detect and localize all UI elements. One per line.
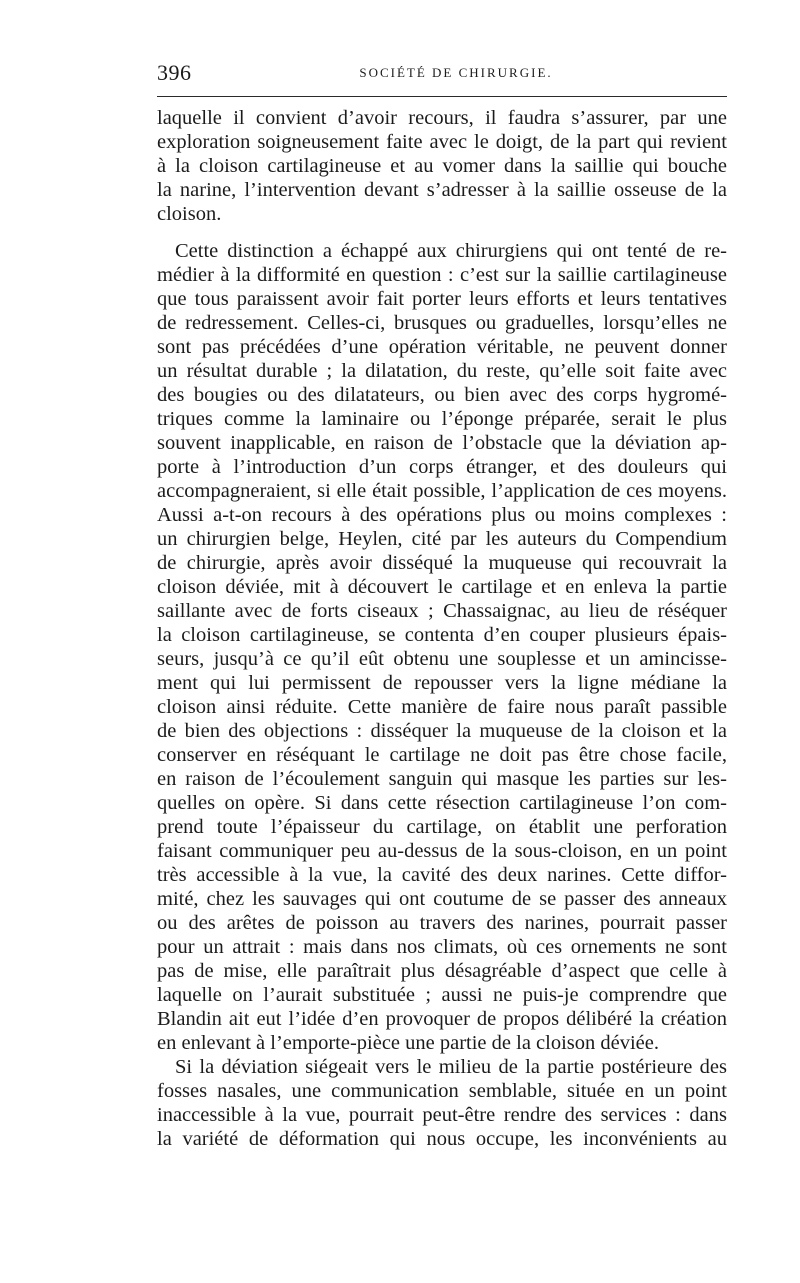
text-line: ment qui lui permissent de repousser vers la ligne médiane la (157, 671, 727, 694)
text-line: faisant communiquer peu au-dessus de la sous-cloison, en un point (157, 839, 727, 862)
text-line: à la cloison cartilagineuse et au vomer dans la saillie qui bouche (157, 155, 727, 177)
text-line: cloison. (157, 203, 222, 225)
body-text (157, 106, 727, 1151)
text-line: en enlevant à l’emporte-pièce une partie de la cloison déviée. (157, 1031, 660, 1054)
text-line: saillante avec de forts ciseaux ; Chassaignac, au lieu de réséquer (157, 599, 727, 622)
text-line: seurs, jusqu’à ce qu’il eût obtenu une souplesse et un amincisse- (157, 647, 727, 670)
text-line: Aussi a-t-on recours à des opérations plus ou moins complexes : (157, 503, 727, 526)
text-line: cloison déviée, mit à découvert le cartilage et en enleva la partie (157, 575, 727, 598)
text-line: que tous paraissent avoir fait porter leurs efforts et leurs tentatives (157, 287, 727, 310)
paragraph-3 (157, 1055, 727, 1151)
text-line: laquelle il convient d’avoir recours, il faudra s’assurer, par une (157, 107, 727, 129)
text-line: de bien des objections : disséquer la muqueuse de la cloison et la (157, 719, 727, 742)
text-line: accompagneraient, si elle était possible, l’application de ces moyens. (157, 479, 727, 502)
text-line: des bougies ou des dilatateurs, ou bien avec des corps hygromé- (157, 383, 727, 406)
text-line: inaccessible à la vue, pourrait peut-être rendre des services : dans (157, 1103, 727, 1126)
text-line: conserver en réséquant le cartilage ne doit pas être chose facile, (157, 743, 727, 766)
page-number: 396 (157, 60, 192, 85)
text-line: pas de mise, elle paraîtrait plus désagréable d’aspect que celle à (157, 959, 727, 982)
page-header (157, 52, 727, 86)
text-line: un chirurgien belge, Heylen, cité par les auteurs du Compendium (157, 527, 727, 550)
text-line: sont pas précédées d’une opération véritable, ne peuvent donner (157, 335, 727, 358)
text-line: triques comme la laminaire ou l’éponge préparée, serait le plus (157, 407, 727, 430)
paragraph-2 (157, 239, 727, 1055)
text-line: la variété de déformation qui nous occupe, les inconvénients au (157, 1127, 727, 1150)
text-line: souvent inapplicable, en raison de l’obstacle que la déviation ap- (157, 431, 727, 454)
text-line: Si la déviation siégeait vers le milieu de la partie postérieure des (175, 1055, 727, 1078)
text-line: pour un attrait : mais dans nos climats, où ces ornements ne sont (157, 935, 727, 958)
text-line: porte à l’introduction d’un corps étranger, et des douleurs qui (157, 455, 727, 478)
text-line: Blandin ait eut l’idée d’en provoquer de propos délibéré la création (157, 1007, 727, 1030)
text-line: médier à la difformité en question : c’est sur la saillie cartilagineuse (157, 263, 727, 286)
text-line: très accessible à la vue, la cavité des deux narines. Cette diffor- (157, 863, 727, 886)
paragraph-gap (157, 226, 727, 239)
paragraph-1 (157, 106, 727, 226)
text-line: un résultat durable ; la dilatation, du reste, qu’elle soit faite avec (157, 359, 727, 382)
text-line: en raison de l’écoulement sanguin qui masque les parties sur les- (157, 767, 727, 790)
text-line: de chirurgie, après avoir disséqué la muqueuse qui recouvrait la (157, 551, 727, 574)
text-line: cloison ainsi réduite. Cette manière de faire nous paraît passible (157, 695, 727, 718)
running-title: SOCIÉTÉ DE CHIRURGIE. (359, 65, 553, 80)
text-line: prend toute l’épaisseur du cartilage, on établit une perforation (157, 815, 727, 838)
text-line: Cette distinction a échappé aux chirurgiens qui ont tenté de re- (175, 239, 727, 262)
text-line: quelles on opère. Si dans cette résection cartilagineuse l’on com- (157, 791, 727, 814)
header-rule (157, 96, 727, 97)
text-line: laquelle on l’aurait substituée ; aussi ne puis-je comprendre que (157, 983, 727, 1006)
text-line: la cloison cartilagineuse, se contenta d’en couper plusieurs épais- (157, 623, 727, 646)
text-line: la narine, l’intervention devant s’adresser à la saillie osseuse de la (157, 179, 727, 201)
text-line: de redressement. Celles-ci, brusques ou graduelles, lorsqu’elles ne (157, 311, 727, 334)
text-line: ou des arêtes de poisson au travers des narines, pourrait passer (157, 911, 727, 934)
text-line: fosses nasales, une communication semblable, située en un point (157, 1079, 727, 1102)
text-line: mité, chez les sauvages qui ont coutume de se passer des anneaux (157, 887, 727, 910)
text-line: exploration soigneusement faite avec le doigt, de la part qui revient (157, 131, 727, 153)
